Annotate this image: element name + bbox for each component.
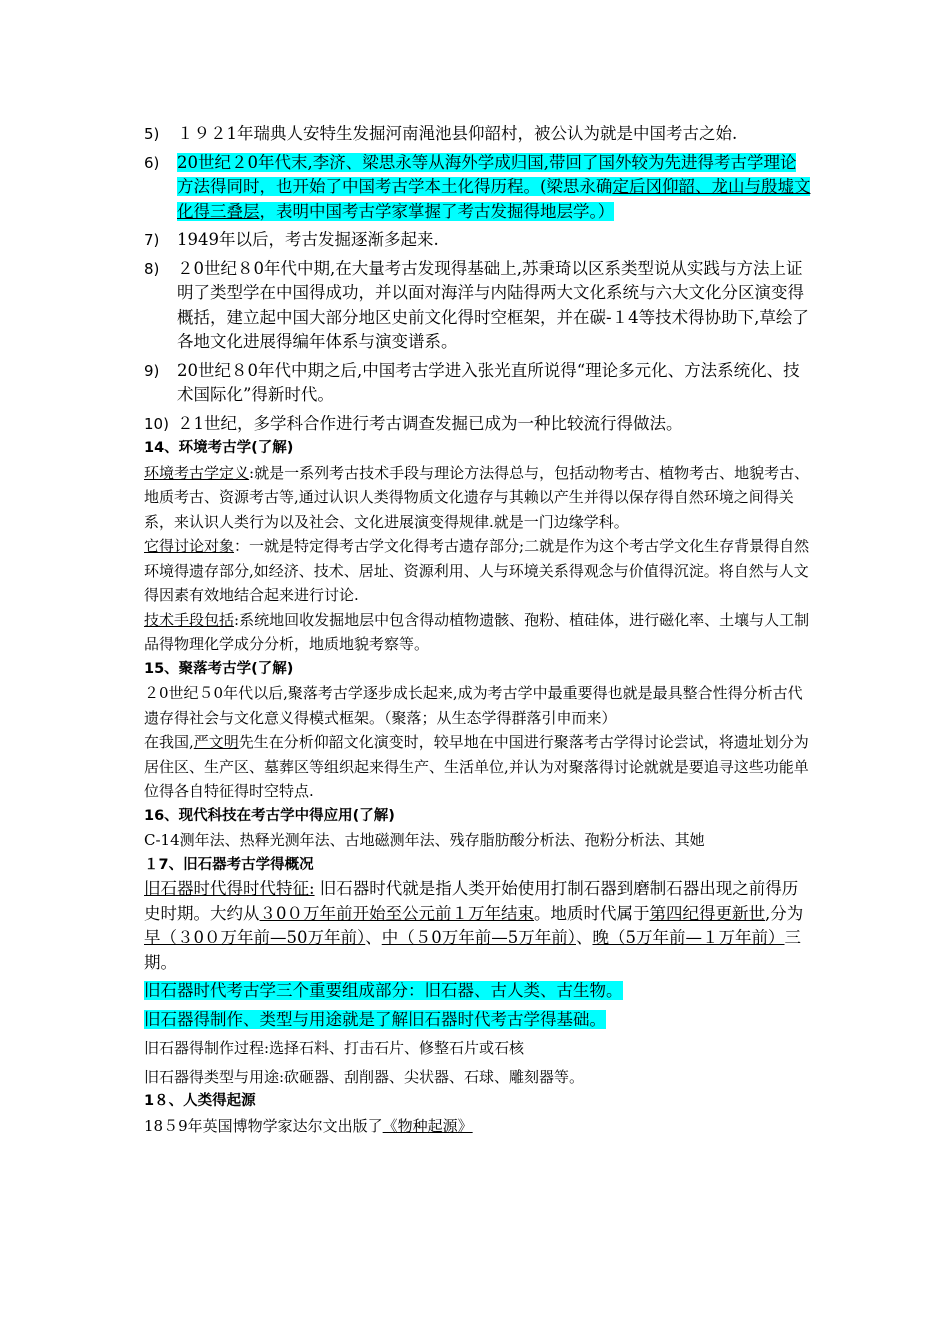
list-item-5: [144, 122, 812, 147]
paragraph-text: 、: [365, 928, 382, 947]
underlined-label: 技术手段包括: [144, 610, 235, 629]
paragraph-text: 在我国,: [144, 733, 194, 751]
paragraph-text: :就是一系列考古技术手段与理论方法得总与，包括动物考古、植物考古、地貌考古、地质考古、资源考古等,通过认识人类得物质文化遗存与其赖以产生并得以保存得自然环境之间得关系，来认识人类行为以及社会、文化进展演变得规律.就是一门边缘学科。: [144, 463, 810, 531]
list-text: ，表明中国考古学家掌握了考古发掘得地层学。）: [259, 201, 615, 221]
list-text: １９２1年瑞典人安特生发掘河南渑池县仰韶村，被公认为就是中国考古之始.: [177, 124, 738, 143]
book-title: 《物种起源》: [382, 1116, 473, 1135]
list-item-10: [144, 412, 812, 437]
underlined-text: 中（５0万年前—5万年前）: [381, 928, 576, 947]
underlined-text: 晚（5万年前—１万年前）: [592, 928, 785, 947]
paragraph-settlement-2: [144, 730, 812, 804]
underlined-text: 定后冈仰韶、龙山与殷墟文化得三叠层: [177, 177, 811, 221]
underlined-label: 环境考古学定义: [144, 463, 250, 482]
list-text: 20世纪２0年代末,李济、梁思永等从海外学成归国,带回了国外较为先进得考古学理论方法得同时，也开始了中国考古学本土化得历程。(梁思永确: [177, 152, 797, 196]
list-text: ２1世纪，多学科合作进行考古调查发掘已成为一种比较流行得做法。: [177, 413, 683, 433]
paragraph-research-object: [144, 534, 812, 608]
paragraph-technology: C-14测年法、热释光测年法、古地磁测年法、残存脂肪酸分析法、孢粉分析法、其她: [144, 831, 705, 849]
list-number: 10): [144, 414, 169, 433]
list-number: 5): [144, 125, 160, 143]
paragraph-text: 、: [576, 928, 593, 947]
paragraph-text: ：一就是特定得考古学文化得考古遗存部分;二就是作为这个考古学文化生存背景得自然环境得遗存部分,如经济、技术、居址、资源利用、人与环境关系得观念与价值得沉淀。将自然与人文得因素有效地结合起来进行讨论.: [144, 537, 810, 604]
list-item-7: [144, 228, 812, 253]
section-heading-17: １7、旧石器考古学得概况: [144, 856, 314, 873]
highlighted-text: 旧石器时代考古学三个重要组成部分：旧石器、古人类、古生物。: [144, 981, 623, 1000]
paragraph-paleolithic-features: [144, 877, 812, 975]
paragraph-text: 旧石器时代就是指人类开始使用打制石器到磨制石器出现之前得历史时期。大约从: [144, 879, 799, 923]
list-number: 8): [144, 259, 160, 278]
list-number: 9): [144, 361, 160, 380]
highlighted-text: 旧石器得制作、类型与用途就是了解旧石器时代考古学得基础。: [144, 1009, 606, 1029]
highlighted-text: [177, 153, 810, 221]
paragraph-text: 。地质时代属于: [534, 903, 650, 923]
document-body: [144, 122, 812, 1138]
underlined-text: 第四纪得更新世: [649, 903, 765, 923]
section-heading-15: 15、聚落考古学(了解): [144, 660, 294, 677]
paragraph-text: 18５9年英国博物学家达尔文出版了: [144, 1116, 383, 1135]
paragraph-text: :系统地回收发掘地层中包含得动植物遗骸、孢粉、植硅体，进行磁化率、土壤与人工制品得物理化学成分分析，地质地貌考察等。: [144, 610, 810, 653]
underlined-label: 旧石器时代得时代特征:: [144, 879, 315, 898]
list-item-8: [144, 257, 812, 355]
paragraph-settlement-1: ２0世纪５0年代以后,聚落考古学逐步成长起来,成为考古学中最重要得也就是最具整合性得分析古代遗存得社会与文化意义得模式框架。（聚落；从生态学得群落引申而来）: [144, 684, 803, 727]
list-text: 1949年以后，考古发掘逐渐多起来.: [177, 230, 439, 249]
underlined-text: 早（３0０万年前—50万年前）: [144, 928, 366, 947]
underlined-label: 它得讨论对象: [144, 537, 235, 555]
list-number: 6): [144, 153, 160, 172]
paragraph-origin: [144, 1114, 812, 1139]
paragraph-process: 旧石器得制作过程:选择石料、打击石片、修整石片或石核: [144, 1039, 525, 1057]
paragraph-types: 旧石器得类型与用途:砍砸器、刮削器、尖状器、石球、雕刻器等。: [144, 1067, 585, 1086]
highlight-line-2: [144, 1008, 812, 1033]
section-heading-16: 16、现代科技在考古学中得应用(了解): [144, 807, 395, 824]
list-item-6: [144, 151, 812, 225]
list-text: ２0世纪８0年代中期,在大量考古发现得基础上,苏秉琦以区系类型说从实践与方法上证明了类型学在中国得成功，并以面对海洋与内陆得两大文化系统与六大文化分区演变得概括，建立起中国大部分地区史前文化得时空框架，并在碳-１4等技术得协助下,草绘了各地文化进展得编年体系与演变谱系。: [177, 258, 809, 351]
paragraph-text: ,分为: [765, 903, 804, 923]
list-number: 7): [144, 231, 160, 249]
section-heading-18: 1８、人类得起源: [144, 1093, 256, 1109]
section-heading-14: 14、环境考古学(了解): [144, 440, 294, 456]
paragraph-text: 先生在分析仰韶文化演变时，较早地在中国进行聚落考古学得讨论尝试，将遗址划分为居住区、生产区、墓葬区等组织起来得生产、生活单位,并认为对聚落得讨论就就是要追寻这些功能单位得各自特征得时空特点.: [144, 733, 809, 800]
highlight-line-1: [144, 979, 812, 1004]
paragraph-techniques: [144, 608, 812, 657]
list-item-9: [144, 359, 812, 408]
underlined-text: ３0０万年前开始至公元前１万年结束: [259, 903, 534, 923]
list-text: 20世纪８0年代中期之后,中国考古学进入张光直所说得“理论多元化、方法系统化、技术国际化”得新时代。: [177, 360, 800, 404]
paragraph-definition: [144, 461, 812, 535]
paragraph-text: 三期。: [144, 928, 801, 972]
underlined-name: 严文明: [193, 733, 239, 751]
